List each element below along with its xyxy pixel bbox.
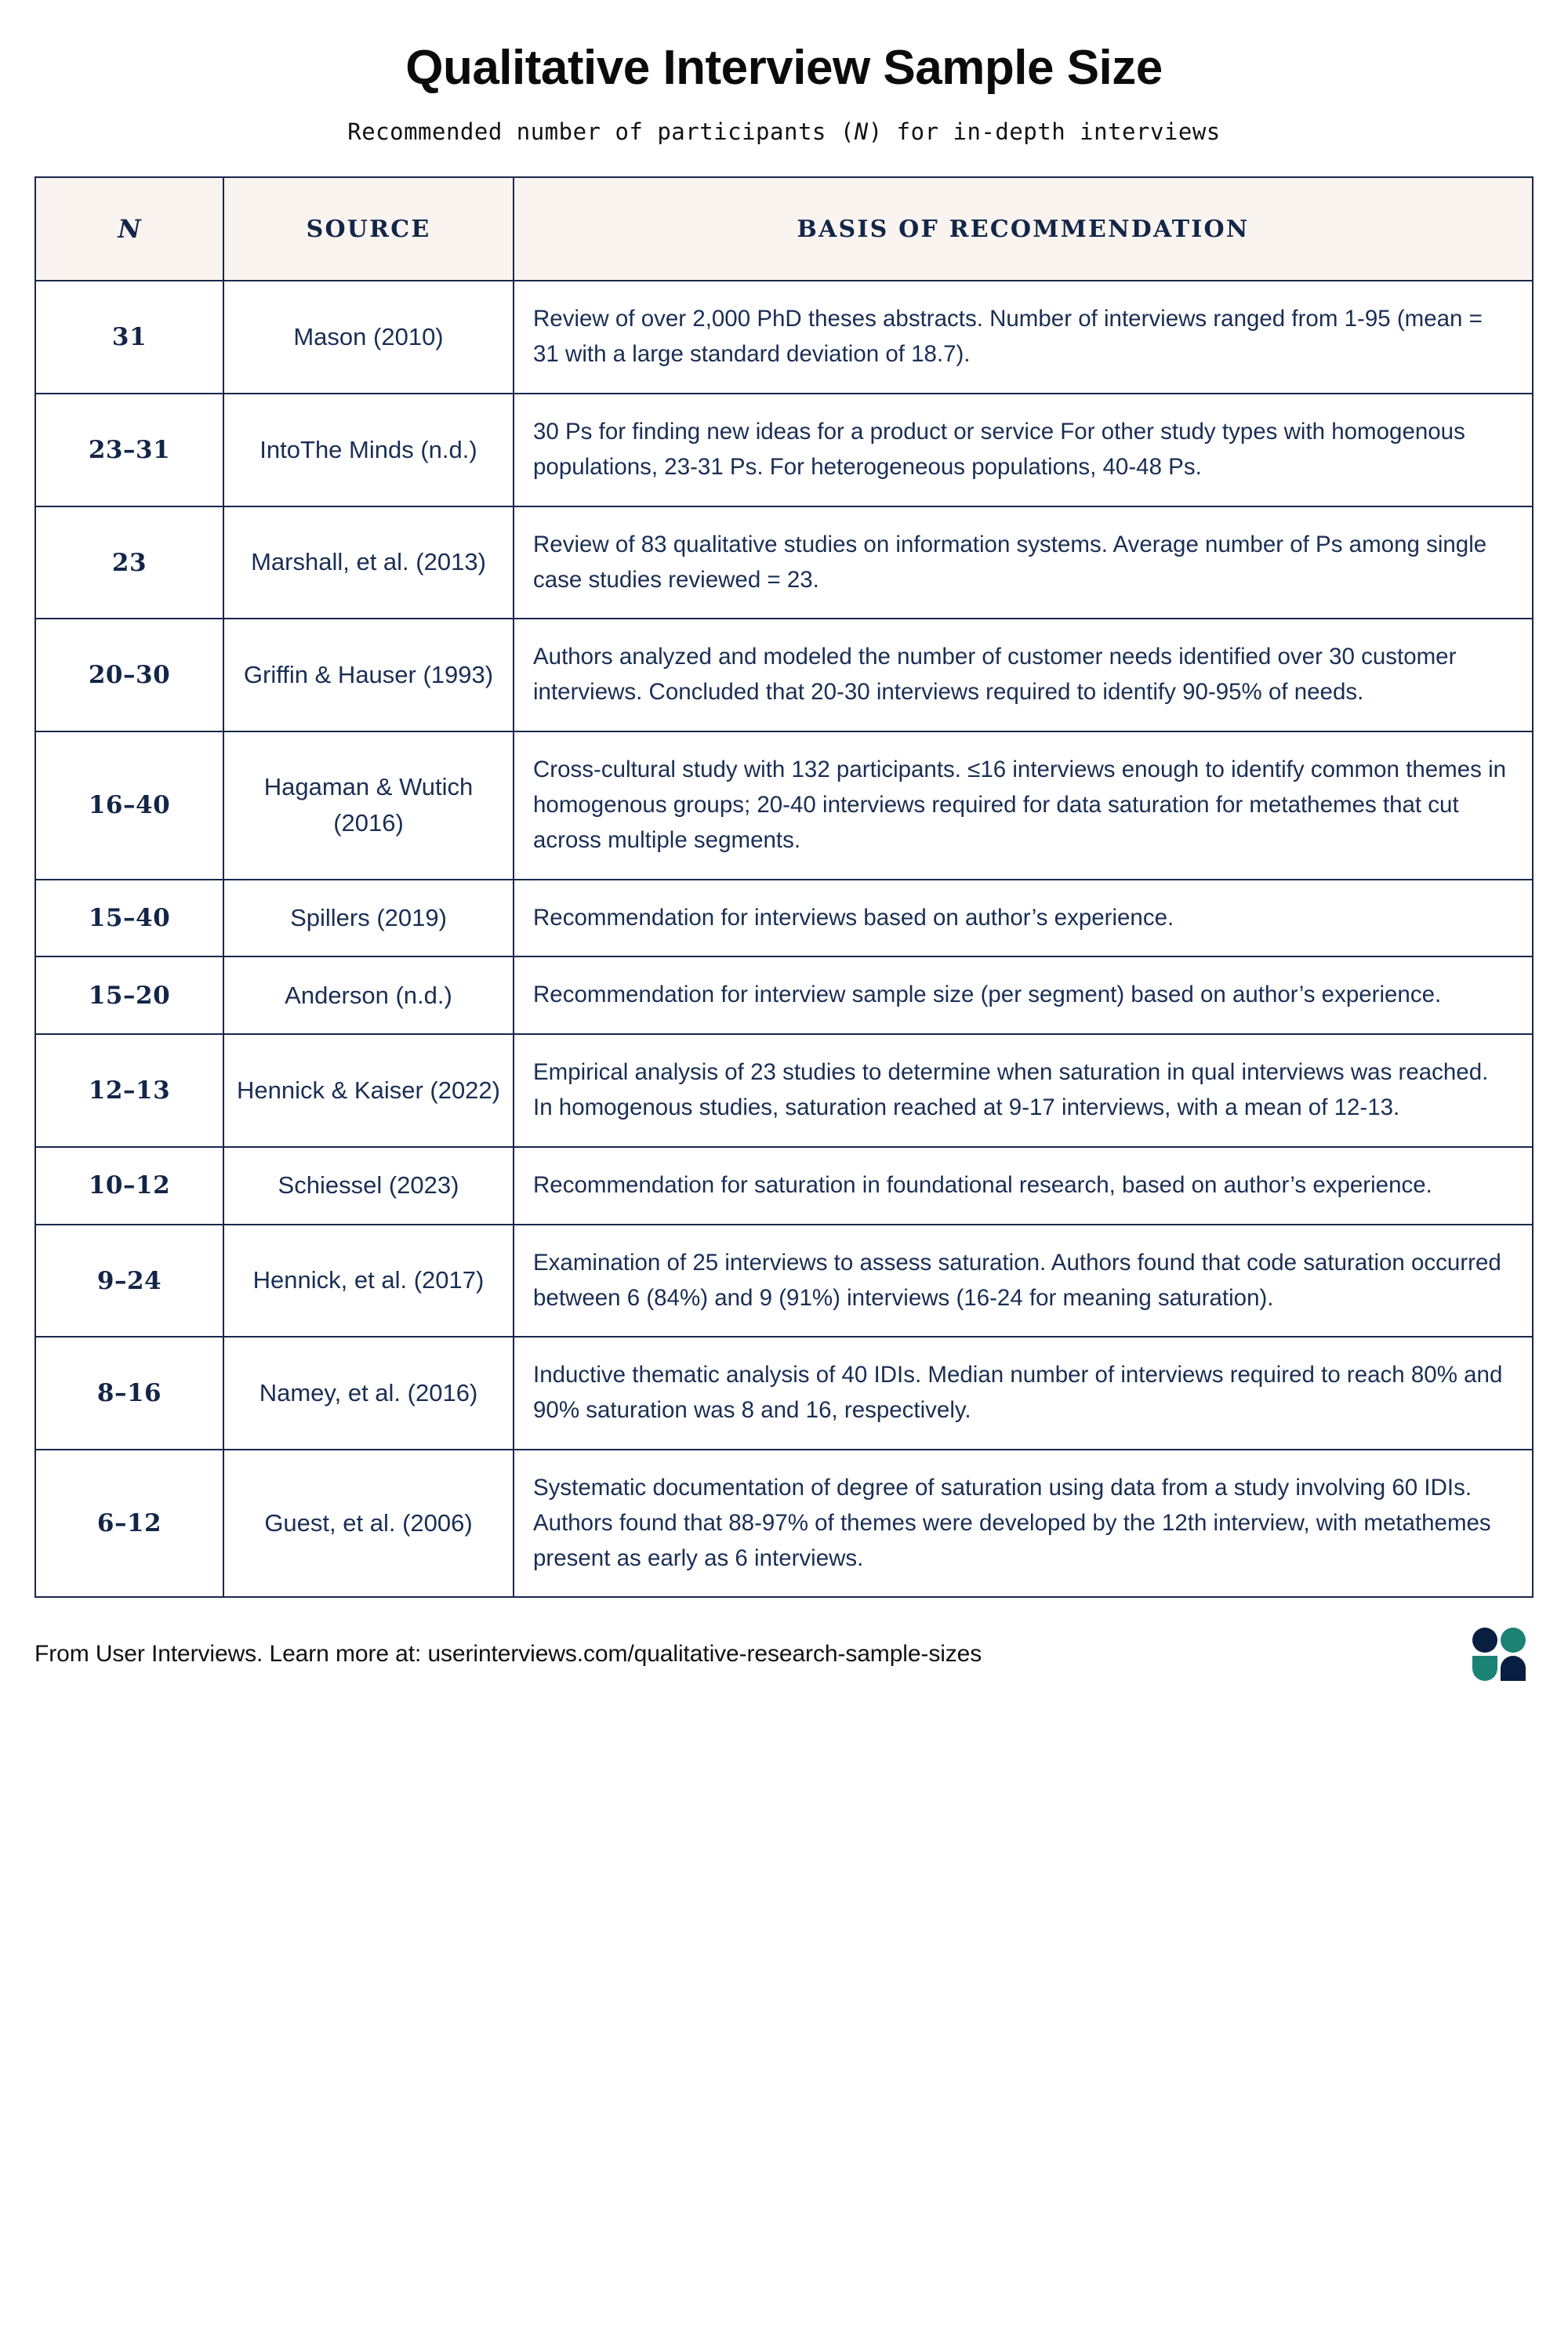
page-subtitle	[34, 95, 1534, 176]
cell-n: 6–12	[35, 1450, 223, 1597]
table-row	[35, 880, 1533, 957]
cell-basis: Empirical analysis of 23 studies to determine when saturation in qual interviews was reached. In homogenous studies, saturation reached at 9-17 interviews, with a mean of 12-13.	[514, 1034, 1533, 1147]
table-row	[35, 1225, 1533, 1338]
cell-n: 9–24	[35, 1225, 223, 1338]
cell-source: Anderson (n.d.)	[223, 956, 514, 1034]
cell-n: 8–16	[35, 1337, 223, 1450]
cell-basis: Inductive thematic analysis of 40 IDIs. Median number of interviews required to reach 80% and 90% saturation was 8 and 16, respectively.	[514, 1337, 1533, 1450]
cell-basis: Review of 83 qualitative studies on information systems. Average number of Ps among single case studies reviewed = 23.	[514, 506, 1533, 619]
cell-basis: Review of over 2,000 PhD theses abstracts. Number of interviews ranged from 1-95 (mean = 31 with a large standard deviation of 18.7).	[514, 281, 1533, 394]
cell-source: IntoThe Minds (n.d.)	[223, 394, 514, 506]
column-header-basis: BASIS OF RECOMMENDATION	[514, 177, 1533, 281]
cell-basis: Authors analyzed and modeled the number of customer needs identified over 30 customer interviews. Concluded that 20-30 interviews required to identify 90-95% of needs.	[514, 619, 1533, 731]
table-row	[35, 1034, 1533, 1147]
cell-source: Hennick & Kaiser (2022)	[223, 1034, 514, 1147]
cell-source: Guest, et al. (2006)	[223, 1450, 514, 1597]
table-row	[35, 1450, 1533, 1597]
cell-source: Griffin & Hauser (1993)	[223, 619, 514, 731]
page-title: Qualitative Interview Sample Size	[405, 41, 1163, 95]
cell-source: Hagaman & Wutich (2016)	[223, 731, 514, 879]
logo-shape-bottom-right	[1501, 1656, 1526, 1681]
table-row	[35, 1337, 1533, 1450]
cell-n: 12–13	[35, 1034, 223, 1147]
table-body	[35, 281, 1533, 1597]
cell-basis: 30 Ps for finding new ideas for a product or service For other study types with homogenous populations, 23-31 Ps. For heterogeneous populations, 40-48 Ps.	[514, 394, 1533, 506]
logo-shape-bottom-left	[1472, 1656, 1497, 1681]
footer-attribution-text: From User Interviews. Learn more at: userinterviews.com/qualitative-research-sample-sizes	[34, 1641, 982, 1668]
footer	[34, 1598, 1534, 1681]
table-row	[35, 956, 1533, 1034]
sample-size-table-wrapper	[34, 176, 1534, 1598]
table-row	[35, 394, 1533, 506]
user-interviews-logo-icon	[1472, 1628, 1526, 1681]
table-header-row	[35, 177, 1533, 281]
sample-size-table	[34, 176, 1534, 1598]
cell-basis: Cross-cultural study with 132 participants. ≤16 interviews enough to identify common themes in homogenous groups; 20-40 interviews required for data saturation for metathemes that cut across multiple segments.	[514, 731, 1533, 879]
cell-source: Marshall, et al. (2013)	[223, 506, 514, 619]
logo-circle-top-right	[1501, 1628, 1526, 1653]
cell-basis: Recommendation for saturation in foundational research, based on author’s experience.	[514, 1147, 1533, 1225]
cell-n: 23	[35, 506, 223, 619]
cell-n: 15–40	[35, 880, 223, 957]
cell-source: Spillers (2019)	[223, 880, 514, 957]
cell-source: Namey, et al. (2016)	[223, 1337, 514, 1450]
subtitle-part-2: ) for in-depth interviews	[868, 118, 1221, 146]
subtitle-part-1: Recommended number of participants (	[347, 118, 855, 146]
subtitle-n-symbol: N	[854, 118, 869, 146]
column-header-source: SOURCE	[223, 177, 514, 281]
cell-source: Mason (2010)	[223, 281, 514, 394]
table-row	[35, 619, 1533, 731]
table-row	[35, 1147, 1533, 1225]
cell-basis: Recommendation for interview sample size (per segment) based on author’s experience.	[514, 956, 1533, 1034]
cell-n: 10–12	[35, 1147, 223, 1225]
cell-n: 15–20	[35, 956, 223, 1034]
cell-n: 23–31	[35, 394, 223, 506]
logo-circle-top-left	[1472, 1628, 1497, 1653]
cell-source: Hennick, et al. (2017)	[223, 1225, 514, 1338]
cell-n: 20–30	[35, 619, 223, 731]
cell-n: 31	[35, 281, 223, 394]
table-row	[35, 281, 1533, 394]
column-header-n: N	[35, 177, 223, 281]
cell-basis: Systematic documentation of degree of saturation using data from a study involving 60 IDIs. Authors found that 88-97% of themes were developed by the 12th interview, with metathemes present as early as 6 interviews.	[514, 1450, 1533, 1597]
table-row	[35, 731, 1533, 879]
cell-n: 16–40	[35, 731, 223, 879]
cell-basis: Examination of 25 interviews to assess saturation. Authors found that code saturation occurred between 6 (84%) and 9 (91%) interviews (16-24 for meaning saturation).	[514, 1225, 1533, 1338]
cell-source: Schiessel (2023)	[223, 1147, 514, 1225]
table-header	[35, 177, 1533, 281]
cell-basis: Recommendation for interviews based on author’s experience.	[514, 880, 1533, 957]
table-row	[35, 506, 1533, 619]
